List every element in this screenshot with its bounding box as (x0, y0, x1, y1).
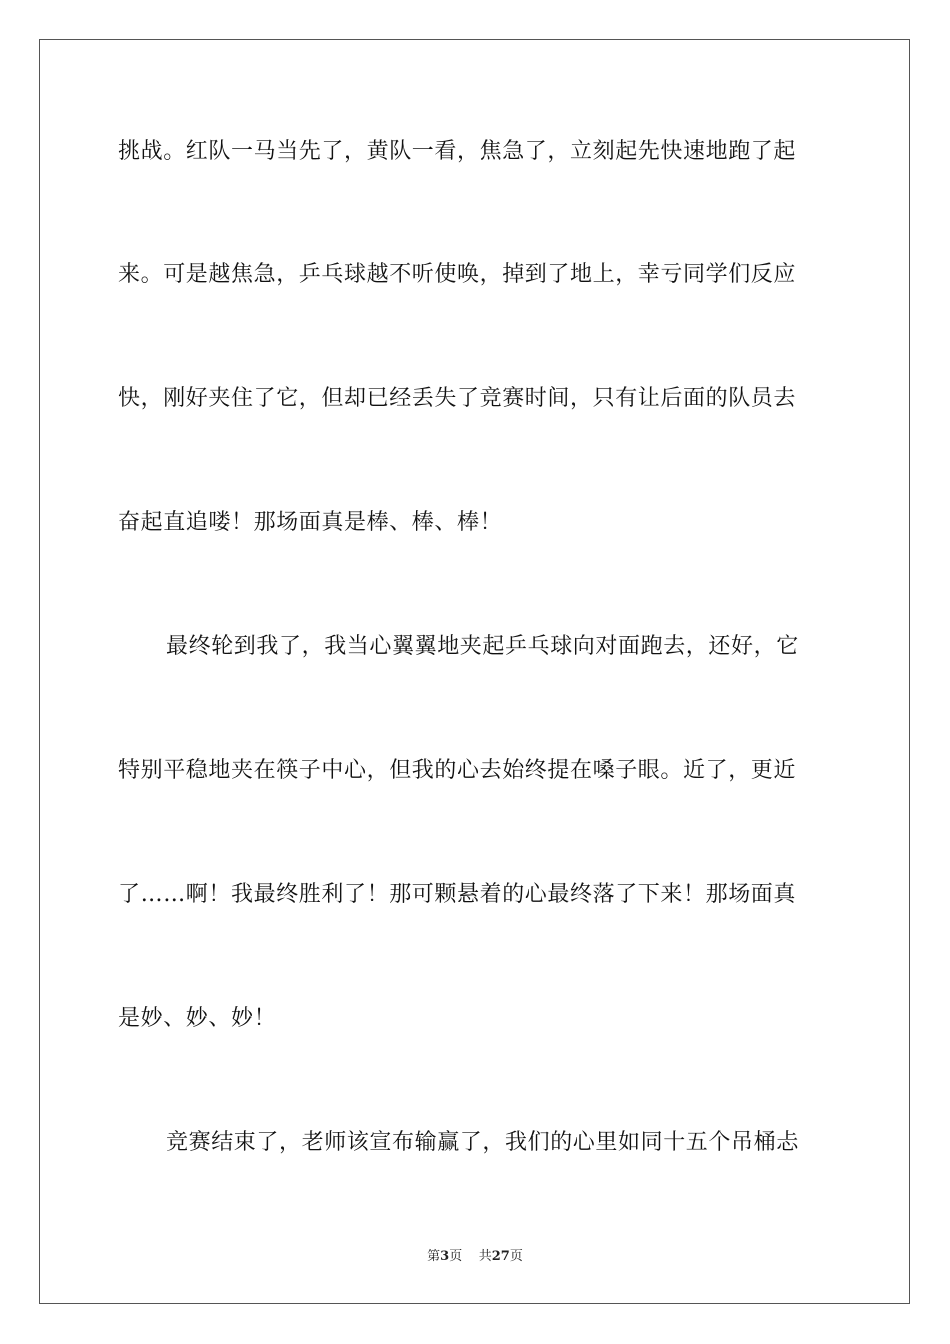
page-prefix: 第 (427, 1249, 441, 1264)
total-prefix: 共 (478, 1249, 492, 1264)
total-suffix: 页 (509, 1249, 523, 1264)
text-line-4: 奋起直追喽！那场面真是棒、棒、棒！ (118, 510, 503, 535)
page-suffix: 页 (449, 1249, 463, 1264)
text-line-1: 挑战。红队一马当先了，黄队一看，焦急了，立刻起先快速地跑了起 (118, 139, 797, 164)
text-line-6: 特别平稳地夹在筷子中心，但我的心去始终提在嗓子眼。近了，更近 (118, 758, 797, 783)
text-line-2: 来。可是越焦急，乒乓球越不听使唤，掉到了地上，幸亏同学们反应 (118, 262, 797, 287)
text-line-7: 了……啊！我最终胜利了！那可颗悬着的心最终落了下来！那场面真 (118, 882, 797, 907)
page-border (39, 39, 910, 1304)
total-pages: 27 (491, 1249, 510, 1264)
text-line-9-paragraph-start: 竞赛结束了，老师该宣布输赢了，我们的心里如同十五个吊桶忐 (166, 1130, 799, 1155)
text-line-5-paragraph-start: 最终轮到我了，我当心翼翼地夹起乒乓球向对面跑去，还好，它 (166, 634, 799, 659)
text-line-3: 快，刚好夹住了它，但却已经丢失了竞赛时间，只有让后面的队员去 (118, 386, 797, 411)
page-footer (0, 1248, 950, 1266)
text-line-8: 是妙、妙、妙！ (118, 1006, 277, 1031)
page-number: 3 (440, 1249, 450, 1264)
